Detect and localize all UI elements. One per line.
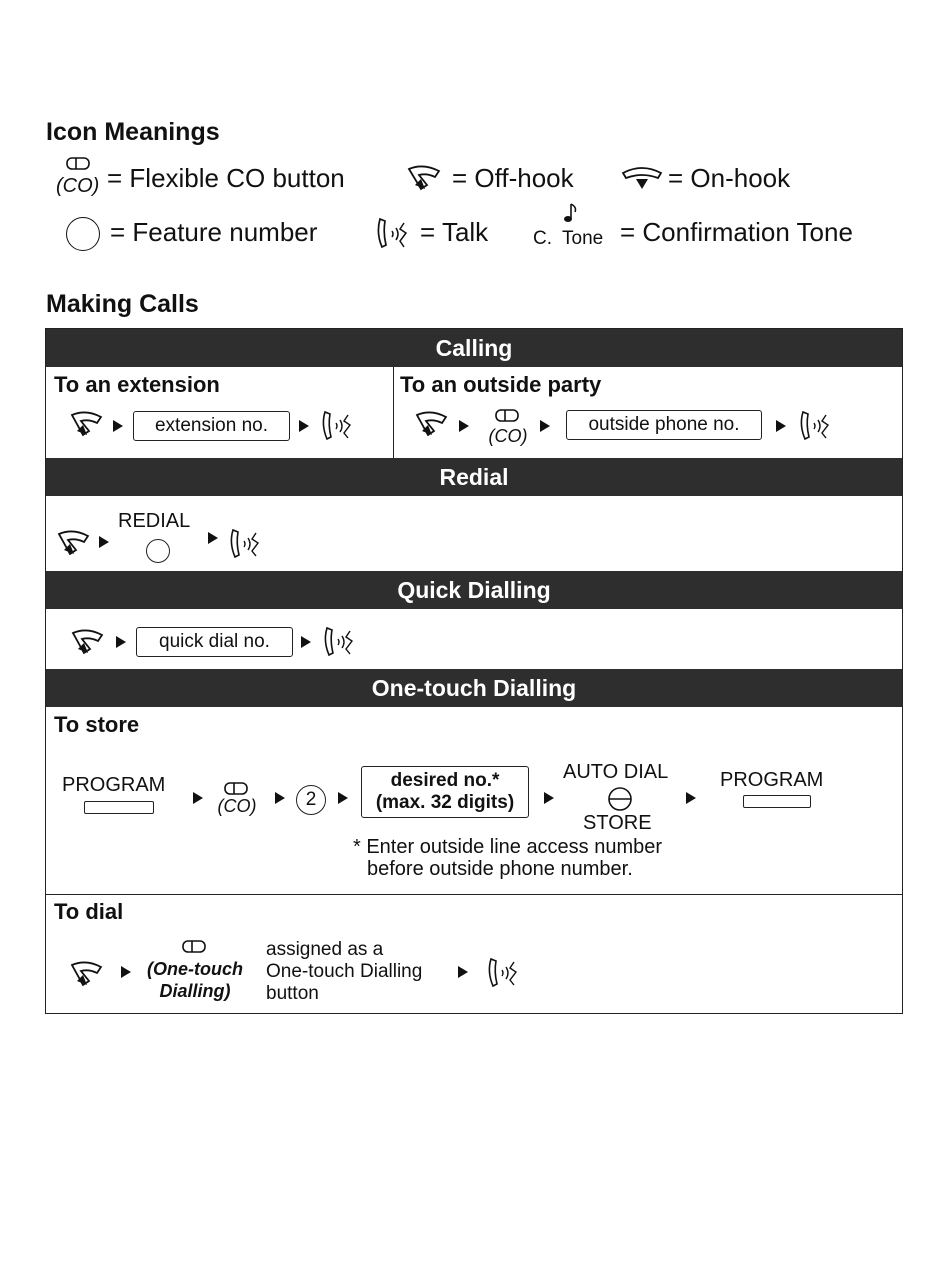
- arrow-icon: [99, 536, 109, 548]
- assigned-line3: button: [266, 983, 319, 1004]
- arrow-icon: [193, 792, 203, 804]
- arrow-icon: [459, 420, 469, 432]
- off-hook-icon: [55, 528, 93, 560]
- feature-number-icon: [66, 217, 100, 251]
- on-hook-meaning: = On-hook: [668, 163, 791, 193]
- quick-dialling-band: Quick Dialling: [46, 571, 902, 609]
- program-label: PROGRAM: [720, 769, 824, 791]
- arrow-icon: [458, 966, 468, 978]
- icon-meanings-heading: Icon Meanings: [46, 118, 220, 146]
- desired-no-box: [361, 766, 529, 818]
- arrow-icon: [301, 636, 311, 648]
- making-calls-heading: Making Calls: [46, 290, 199, 318]
- to-dial-label: To dial: [54, 899, 124, 924]
- calling-divider: [393, 367, 394, 458]
- auto-dial-label: AUTO DIAL: [563, 761, 669, 783]
- feature-number-meaning: = Feature number: [110, 217, 318, 247]
- making-calls-table: [45, 328, 903, 1014]
- arrow-icon: [121, 966, 131, 978]
- co-button-icon[interactable]: [181, 940, 207, 954]
- redial-button[interactable]: [146, 539, 170, 563]
- arrow-icon: [686, 792, 696, 804]
- program-button[interactable]: [84, 801, 154, 814]
- desired-no-line1: desired no.*: [390, 770, 500, 791]
- tone-c-label: C.: [533, 228, 552, 249]
- talk-meaning: = Talk: [420, 217, 489, 247]
- talk-icon: [798, 409, 836, 443]
- store-note-line2: before outside phone number.: [367, 858, 633, 880]
- auto-dial-store-button[interactable]: [608, 787, 632, 811]
- to-extension-label: To an extension: [54, 372, 220, 397]
- assigned-line1: assigned as a: [266, 939, 384, 960]
- off-hook-icon: [405, 163, 445, 197]
- arrow-icon: [299, 420, 309, 432]
- calling-band: Calling: [46, 329, 902, 367]
- to-store-label: To store: [54, 712, 140, 737]
- talk-icon: [320, 409, 358, 443]
- arrow-icon: [275, 792, 285, 804]
- on-hook-icon: [620, 165, 664, 195]
- music-note-icon: [563, 202, 579, 224]
- store-note-line1: * Enter outside line access number: [353, 836, 663, 858]
- off-hook-icon: [68, 409, 106, 441]
- program-button[interactable]: [743, 795, 811, 808]
- store-label: STORE: [583, 812, 652, 834]
- arrow-icon: [338, 792, 348, 804]
- arrow-icon: [544, 792, 554, 804]
- arrow-icon: [208, 532, 218, 544]
- one-touch-line1: (One-touch: [147, 959, 243, 979]
- to-outside-label: To an outside party: [400, 372, 602, 397]
- one-touch-dialling-band: One-touch Dialling: [46, 669, 902, 707]
- quick-dial-no-box: quick dial no.: [136, 627, 293, 657]
- co-label: (CO): [56, 175, 100, 197]
- co-label: (CO): [488, 426, 528, 446]
- talk-icon: [228, 527, 266, 561]
- program-label: PROGRAM: [62, 774, 166, 796]
- assigned-text: [266, 939, 422, 1005]
- off-hook-icon: [413, 409, 451, 441]
- redial-label: REDIAL: [118, 510, 191, 532]
- talk-icon: [322, 625, 360, 659]
- co-meaning: = Flexible CO button: [107, 163, 345, 193]
- row-separator: [46, 894, 902, 895]
- co-button-icon[interactable]: [494, 409, 520, 423]
- confirmation-tone-icon: Tone: [562, 228, 604, 249]
- one-touch-line2: Dialling): [159, 981, 231, 1001]
- off-hook-icon: [69, 627, 107, 659]
- confirmation-tone-meaning: = Confirmation Tone: [620, 217, 853, 247]
- arrow-icon: [540, 420, 550, 432]
- feature-number-2[interactable]: 2: [296, 785, 326, 815]
- outside-phone-no-box: outside phone no.: [566, 410, 762, 440]
- talk-icon: [486, 956, 524, 990]
- talk-icon: [374, 215, 414, 253]
- arrow-icon: [776, 420, 786, 432]
- co-label: (CO): [217, 796, 257, 816]
- desired-no-line2: (max. 32 digits): [375, 792, 515, 813]
- extension-no-box: extension no.: [133, 411, 290, 441]
- arrow-icon: [113, 420, 123, 432]
- off-hook-meaning: = Off-hook: [452, 163, 574, 193]
- arrow-icon: [116, 636, 126, 648]
- redial-band: Redial: [46, 458, 902, 496]
- co-button-icon[interactable]: [223, 782, 249, 796]
- off-hook-icon: [68, 959, 106, 991]
- one-touch-button-label: [136, 958, 254, 1002]
- assigned-line2: One-touch Dialling: [266, 961, 423, 982]
